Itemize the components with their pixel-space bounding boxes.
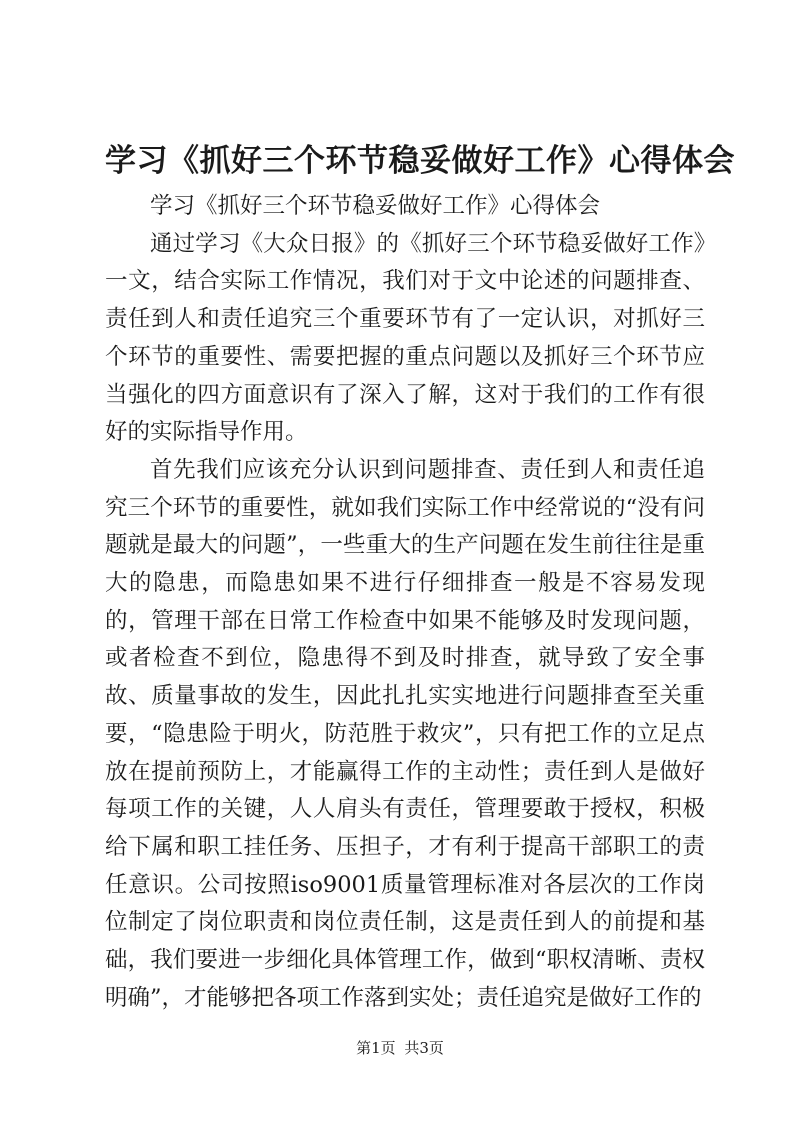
- subtitle-paragraph: 学习《抓好三个环节稳妥做好工作》心得体会: [150, 193, 601, 219]
- page-footer: [0, 1038, 800, 1058]
- body-paragraph: 通过学习《大众日报》的《抓好三个环节稳妥做好工作》一文，结合实际工作情况，我们对于文中论述的问题排查、责任到人和责任追究三个重要环节有了一定认识，对抓好三个环节的重要性、需要把握的重点问题以及抓好三个环节应当强化的四方面意识有了深入了解，这对于我们的工作有很好的实际指导作用。: [105, 230, 705, 446]
- page-total: 共3页: [404, 1039, 444, 1057]
- document-body: [105, 188, 705, 1017]
- page-number: 第1页: [356, 1039, 396, 1057]
- document-title: 学习《抓好三个环节稳妥做好工作》心得体会: [105, 143, 735, 179]
- body-paragraph: 首先我们应该充分认识到问题排查、责任到人和责任追究三个环节的重要性，就如我们实际工作中经常说的“没有问题就是最大的问题”，一些重大的生产问题在发生前往往是重大的隐患，而隐患如果不进行仔细排查一般是不容易发现的，管理干部在日常工作检查中如果不能够及时发现问题，或者检查不到位，隐患得不到及时排查，就导致了安全事故、质量事故的发生，因此扎扎实实地进行问题排查至关重要，“隐患险于明火，防范胜于救灾”，只有把工作的立足点放在提前预防上，才能赢得工作的主动性；责任到人是做好每项工作的关键，人人肩头有责任，管理要敢于授权，积极给下属和职工挂任务、压担子，才有利于提高干部职工的责任意识。公司按照iso9001质量管理标准对各层次的工作岗位制定了岗位职责和岗位责任制，这是责任到人的前提和基础，我们要进一步细化具体管理工作，做到“职权清晰、责权明确”，才能够把各项工作落到实处；责任追究是做好工作的: [105, 456, 705, 1011]
